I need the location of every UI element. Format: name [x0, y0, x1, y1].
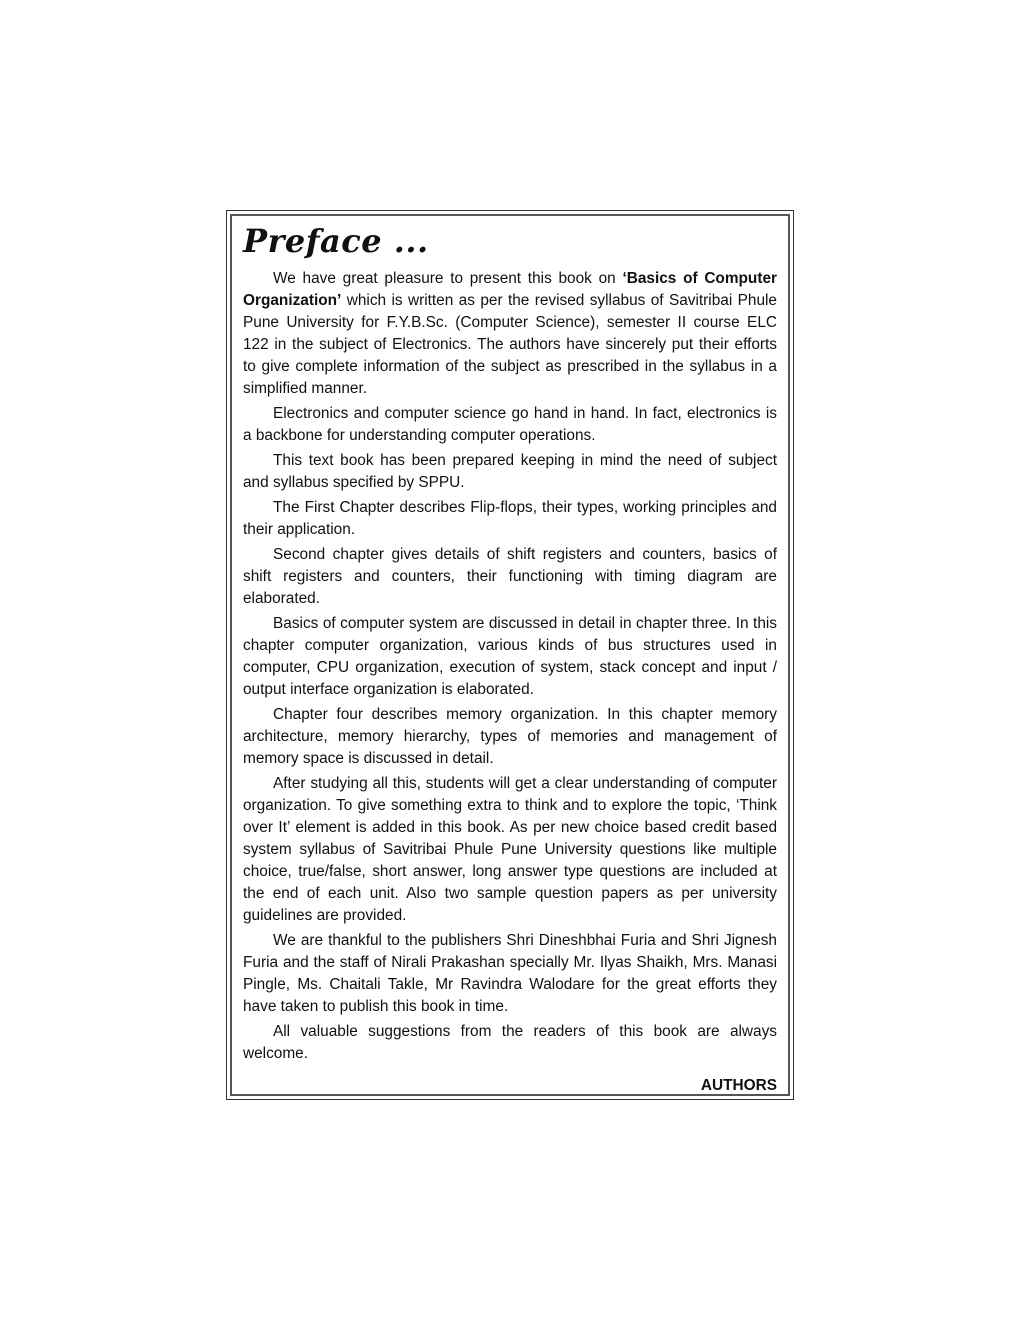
paragraph-features: After studying all this, students will get a clear understanding of computer organization. To give something extra to think and to explore the topic, ‘Think over It’ element is added in this book. As per new choice based credit based system syllabus of Savitribai Phule Pune University questions like multiple choice, true/false, short answer, long answer type questions are included at the end of each unit. Also two sample question papers as per university guidelines are provided. — [243, 775, 777, 924]
paragraph-chapter-three: Basics of computer system are discussed in detail in chapter three. In this chapter computer organization, various kinds of bus structures used in computer, CPU organization, execution of system, stack concept and input / output interface organization is elaborated. — [243, 615, 777, 698]
paragraph-suggestions: All valuable suggestions from the readers of this book are always welcome. — [243, 1023, 777, 1062]
paragraph-intro-rest: which is written as per the revised syllabus of Savitribai Phule Pune University for F.Y.B.Sc. (Computer Science), semester II course ELC 122 in the subject of Electronics. The authors have sincerely put their efforts to give complete information of the subject as prescribed in the syllabus in a simplified manner. — [243, 292, 777, 397]
paragraph-electronics: Electronics and computer science go hand in hand. In fact, electronics is a backbone for understanding computer operations. — [243, 405, 777, 444]
authors-signature: AUTHORS — [700, 1077, 777, 1094]
preface-title: Preface ... — [243, 222, 429, 260]
paragraph-acknowledgements: We are thankful to the publishers Shri Dineshbhai Furia and Shri Jignesh Furia and the staff of Nirali Prakashan specially Mr. Ilyas Shaikh, Mrs. Manasi Pingle, Ms. Chaitali Takle, Mr Ravindra Walodare for the great efforts they have taken to publish this book in time. — [243, 932, 777, 1015]
paragraph-intro-lead: We have great pleasure to present this book on — [273, 270, 623, 287]
paragraph-intro — [243, 268, 777, 400]
paragraph-chapter-two: Second chapter gives details of shift registers and counters, basics of shift registers and counters, their functioning with timing diagram are elaborated. — [243, 546, 777, 607]
paragraph-chapter-one: The First Chapter describes Flip-flops, their types, working principles and their application. — [243, 499, 777, 538]
preface-frame-inner — [230, 214, 790, 1096]
paragraph-chapter-four: Chapter four describes memory organization. In this chapter memory architecture, memory hierarchy, types of memories and management of memory space is discussed in detail. — [243, 706, 777, 767]
preface-frame — [226, 210, 794, 1100]
book-title-emphasis: ‘Basics of Computer Organization’ — [243, 270, 777, 309]
paragraph-syllabus: This text book has been prepared keeping in mind the need of subject and syllabus specified by SPPU. — [243, 452, 777, 491]
